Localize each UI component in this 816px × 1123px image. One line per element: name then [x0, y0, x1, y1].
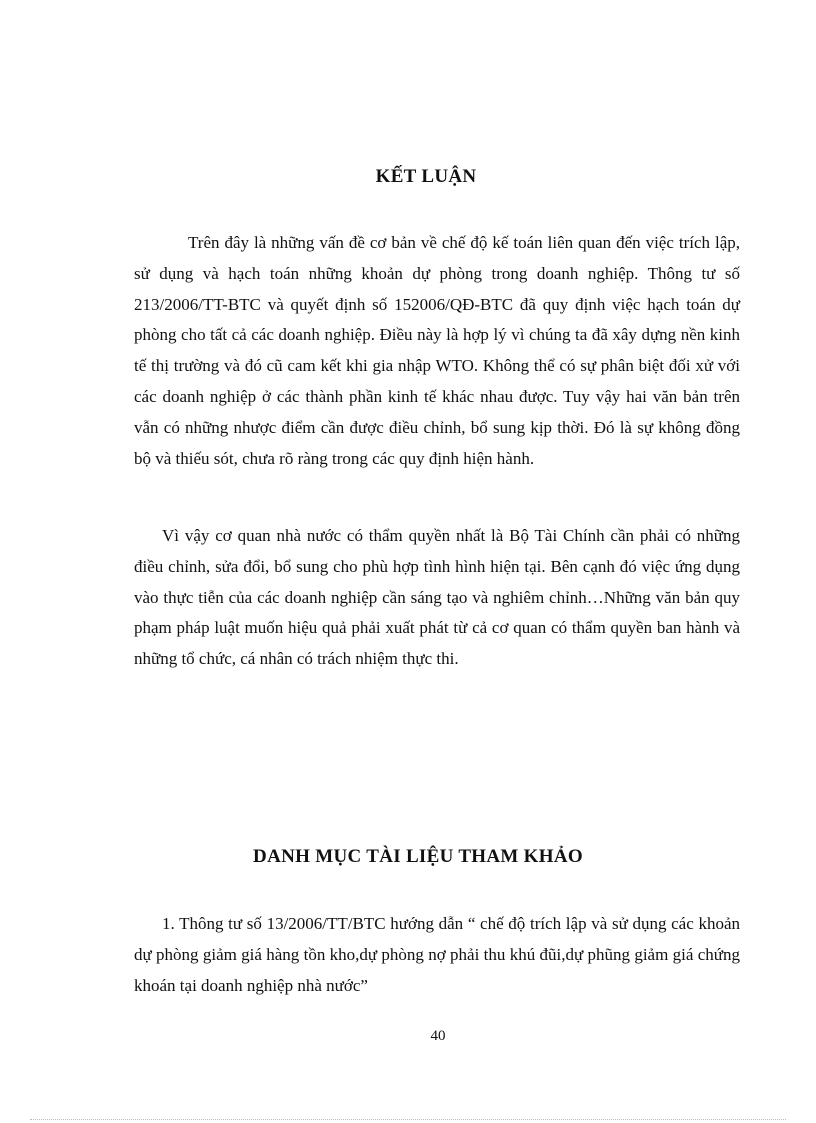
conclusion-paragraph-2: Vì vậy cơ quan nhà nước có thẩm quyền nhất là Bộ Tài Chính cần phải có những điều chỉnh, sửa đổi, bổ sung cho phù hợp tình hình hiện tại. Bên cạnh đó việc ứng dụng vào thực tiễn của các doanh nghiệp cần sáng tạo và nghiêm chỉnh…Những văn bản quy phạm pháp luật muốn hiệu quả phải xuất phát từ cả cơ quan có thẩm quyền ban hành và những tổ chức, cá nhân có trách nhiệm thực thi.: [134, 526, 740, 669]
conclusion-heading: KẾT LUẬN: [375, 166, 477, 187]
page-bottom-divider: [30, 1119, 786, 1120]
references-heading: DANH MỤC TÀI LIỆU THAM KHẢO: [253, 846, 583, 867]
conclusion-paragraph-1: Trên đây là những vấn đề cơ bản về chế độ kế toán liên quan đến việc trích lập, sử dụng và hạch toán những khoản dự phòng trong doanh nghiệp. Thông tư số 213/2006/TT-BTC và quyết định số 152006/QĐ-BTC đã quy định việc hạch toán dự phòng cho tất cả các doanh nghiệp. Điều này là hợp lý vì chúng ta đã xây dựng nền kinh tế thị trường và đó cũ cam kết khi gia nhập WTO. Không thể có sự phân biệt đối xử với các doanh nghiệp ở các thành phần kinh tế khác nhau được. Tuy vậy hai văn bản trên vẫn có những nhược điểm cần được điều chỉnh, bổ sung kịp thời. Đó là sự không đồng bộ và thiếu sót, chưa rõ ràng trong các quy định hiện hành.: [134, 233, 740, 468]
reference-item-1: 1. Thông tư số 13/2006/TT/BTC hướng dẫn “ chế độ trích lập và sử dụng các khoản dự phòng giảm giá hàng tồn kho,dự phòng nợ phải thu khú đũi,dự phũng giảm giá chứng khoán tại doanh nghiệp nhà nước”: [134, 914, 740, 995]
page-number: 40: [430, 1028, 446, 1044]
